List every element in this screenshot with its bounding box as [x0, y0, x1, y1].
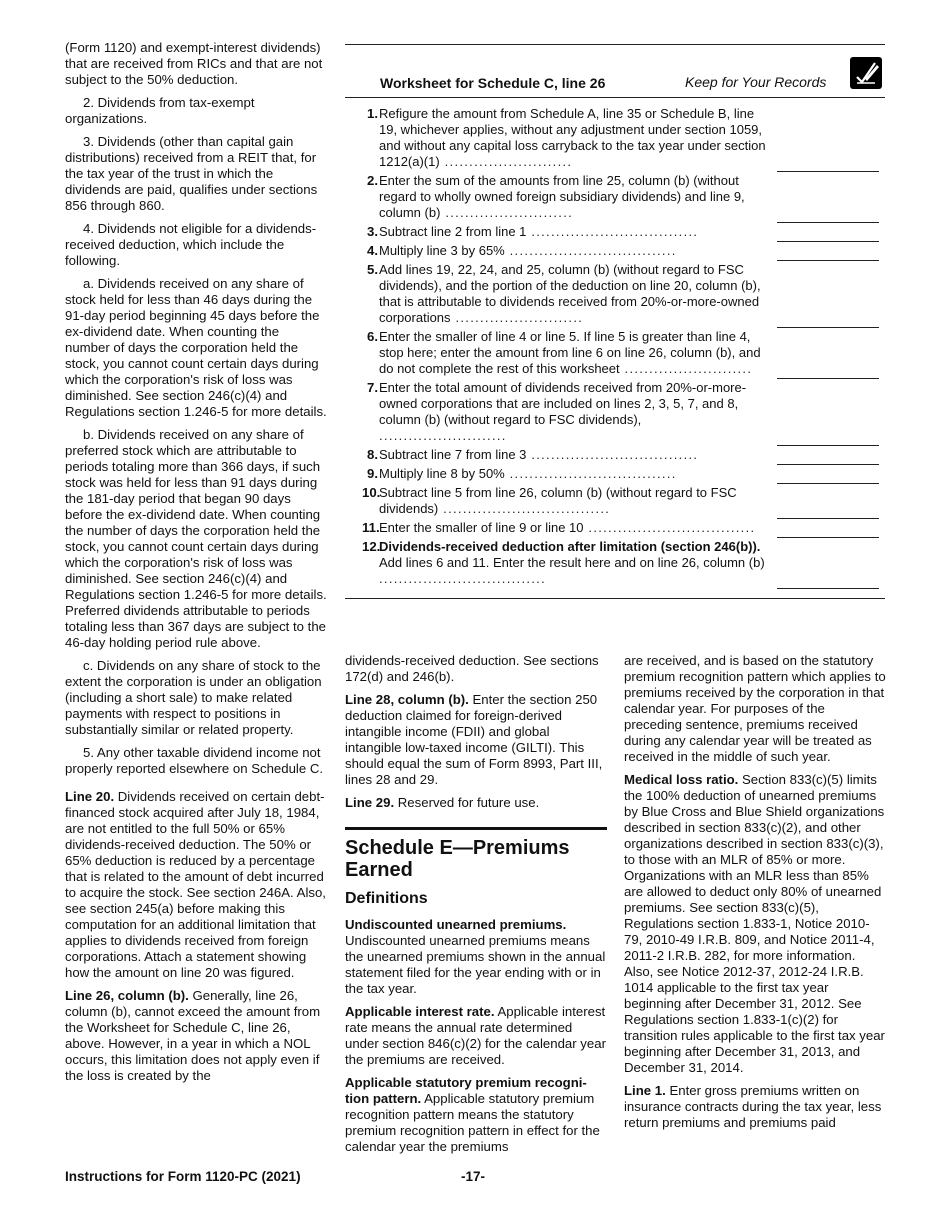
worksheet-answer-line[interactable] [777, 240, 879, 242]
worksheet-line-body: Multiply line 3 by 65% [379, 243, 505, 258]
leader-dots: .................................. [438, 501, 611, 516]
worksheet-line-number: 5. [367, 262, 378, 277]
worksheet-line-number: 10. [362, 485, 381, 500]
leader-dots: .......................... [440, 205, 574, 220]
paragraph-lead: Applicable interest rate. [345, 1004, 495, 1019]
paragraph: b. Dividends received on any share of preferred stock which are attributable to periods totaling more than 366 days, if such stock was held for less than 91 days during the 181-day period that began 90 days before the ex-dividend date. When counting the number of days the corporation held the stock, you cannot count certain days during which the corporation's risk of loss was diminished. See section 246(c)(4) and Regulations section 1.246-5 for more details. Preferred dividends attributable to periods totaling less than 367 days are subject to the 46-day holding period rule above. [65, 427, 327, 650]
left-column [65, 40, 327, 1091]
worksheet-line-text [379, 539, 773, 587]
worksheet-line-number: 6. [367, 329, 378, 344]
paragraph-line-26 [65, 988, 327, 1084]
paragraph-line-1 [624, 1083, 886, 1131]
definition-undiscounted [345, 917, 607, 997]
subsection-title: Definitions [345, 890, 428, 907]
worksheet-line-number: 3. [367, 224, 378, 239]
worksheet-line-number: 8. [367, 447, 378, 462]
worksheet-line-body: Multiply line 8 by 50% [379, 466, 505, 481]
worksheet-line-body: Enter the sum of the amounts from line 25, column (b) (without regard to wholly owned foreign subsidiary dividends) and line 9, column (b) [379, 173, 745, 220]
worksheet-line [345, 520, 885, 536]
paragraph-lead: Line 1. [624, 1083, 666, 1098]
worksheet-line-text [379, 224, 773, 240]
middle-column [345, 653, 607, 1162]
worksheet-line-text [379, 380, 773, 444]
leader-dots: .................................. [583, 520, 756, 535]
paragraph: (Form 1120) and exempt-interest dividends) that are received from RICs and that are not subject to the 50% deduction. [65, 40, 323, 87]
paragraph-text: Enter the section 250 deduction claimed for foreign-derived intangible income (FDII) and global intangible low-taxed income (GILTI). This should equal the sum of Form 8993, Part III, lines 28 and 29. [345, 692, 603, 787]
worksheet-line-body: Subtract line 7 from line 3 [379, 447, 527, 462]
footer-form-title: Instructions for Form 1120-PC (2021) [65, 1169, 301, 1184]
worksheet-answer-line[interactable] [777, 259, 879, 261]
paragraph: 3. Dividends (other than capital gain distributions) received from a REIT that, for the tax year of the trust in which the dividends are paid, qualifies under sections 856 through 860. [65, 134, 318, 213]
worksheet-line [345, 173, 885, 221]
worksheet-line [345, 224, 885, 240]
paragraph-lead: Applicable statutory premium recogni-tion pattern. [345, 1075, 587, 1106]
worksheet-line [345, 447, 885, 463]
worksheet-line-text [379, 173, 773, 221]
paragraph: are received, and is based on the statutory premium recognition pattern which applies to premiums received by the corporation in that calendar year. For purposes of the preceding sentence, premiums received during any calendar year will be treated as received in the middle of such year. [624, 653, 886, 764]
paragraph: c. Dividends on any share of stock to the extent the corporation is under an obligation (including a short sale) to make related payments with respect to positions in substantially similar or related property. [65, 658, 322, 737]
worksheet-title: Worksheet for Schedule C, line 26 [380, 75, 606, 91]
worksheet-header [345, 45, 885, 98]
paragraph: dividends-received deduction. See sections 172(d) and 246(b). [345, 653, 599, 684]
worksheet-line [345, 485, 885, 517]
worksheet-line-text [379, 520, 773, 536]
paragraph-line-20 [65, 789, 327, 981]
worksheet-line-number: 1. [367, 106, 378, 121]
paragraph-lead: Undiscounted unearned premiums. [345, 917, 567, 932]
paragraph-line-29 [345, 795, 607, 811]
leader-dots: .......................... [450, 310, 584, 325]
paragraph-text: Enter gross premiums written on insurance contracts during the tax year, less return premiums and premiums paid [624, 1083, 882, 1130]
paragraph-text: Section 833(c)(5) limits the 100% deduction of unearned premiums by Blue Cross and Blue Shield organizations described in section 833(c)(2), and other organizations described in section 833(c)(3), to those with an MLR of 85% or more. Organizations with an MLR less than 85% are allowed to deduct only 80% of unearned premiums. See section 833(c)(5), Regulations section 1.833-1, Notice 2010-79, 2010-49 I.R.B. 809, and Notice 2011-4, 2011-2 I.R.B. 282, for more information. Also, see Notice 2012-37, 2012-24 I.R.B. 1014 applicable to the first tax year beginning after December 31, 2012. See Regulations section 1.833-1(c)(2) for transition rules applicable to the first tax year beginning after December 31, 2013, and December 31, 2014. [624, 772, 885, 1075]
worksheet [345, 44, 885, 599]
worksheet-answer-line[interactable] [777, 482, 879, 484]
worksheet-answer-line[interactable] [777, 536, 879, 538]
worksheet-line [345, 262, 885, 326]
worksheet-line-number: 11. [362, 520, 380, 535]
paragraph: 4. Dividends not eligible for a dividends-received deduction, which include the following. [65, 221, 317, 268]
worksheet-line-number: 7. [367, 380, 378, 395]
paragraph: 5. Any other taxable dividend income not properly reported elsewhere on Schedule C. [65, 745, 324, 776]
pen-check-icon [850, 57, 882, 89]
worksheet-line-text [379, 466, 773, 482]
paragraph-lead: Medical loss ratio. [624, 772, 739, 787]
leader-dots: .................................. [504, 243, 677, 258]
worksheet-line [345, 380, 885, 444]
definition-interest-rate [345, 1004, 607, 1068]
paragraph-medical-loss-ratio [624, 772, 886, 1076]
worksheet-answer-line[interactable] [777, 463, 879, 465]
worksheet-answer-line[interactable] [777, 517, 879, 519]
paragraph-text: Undiscounted unearned premiums means the unearned premiums shown in the annual statement filed for the year ending with or in the tax year. [345, 933, 606, 996]
worksheet-line-text [379, 329, 773, 377]
paragraph-lead: Line 29. [345, 795, 395, 810]
worksheet-line-body: Add lines 19, 22, 24, and 25, column (b) (without regard to FSC dividends), and the portion of the deduction on line 20, column (b), that is attributable to dividends received from 20%-or-more-owned corporations [379, 262, 761, 325]
paragraph-lead: Line 26, column (b). [65, 988, 189, 1003]
worksheet-line-text [379, 243, 773, 259]
worksheet-line-body: Add lines 6 and 11. Enter the result here and on line 26, column (b) [379, 555, 765, 570]
paragraph-line-28 [345, 692, 607, 788]
paragraph-text: Applicable interest rate means the annual rate determined under section 846(c)(2) for the calendar year the premiums are received. [345, 1004, 606, 1067]
worksheet-line-body: Enter the total amount of dividends received from 20%-or-more-owned corporations that are included on lines 2, 3, 5, 7, and 8, column (b) (without regard to FSC dividends), [379, 380, 747, 427]
leader-dots: .......................... [439, 154, 573, 169]
worksheet-answer-line[interactable] [777, 221, 879, 223]
worksheet-answer-line[interactable] [777, 587, 879, 589]
paragraph-lead: Line 20. [65, 789, 115, 804]
leader-dots: .................................. [526, 447, 699, 462]
worksheet-answer-line[interactable] [777, 170, 879, 172]
leader-dots: .......................... [619, 361, 753, 376]
paragraph-text: Generally, line 26, column (b), cannot exceed the amount from the Worksheet for Schedule C, line 26, above. However, in a year in which a NOL occurs, this limitation does not apply even if the loss is created by the [65, 988, 321, 1083]
worksheet-line-text [379, 485, 773, 517]
paragraph-text: Applicable statutory premium recognition pattern means the statutory premium recognition pattern in effect for the calendar year the premiums [345, 1091, 600, 1154]
worksheet-line-number: 2. [367, 173, 378, 188]
worksheet-line-number: 9. [367, 466, 378, 481]
worksheet-line-number: 12. [362, 539, 381, 554]
worksheet-answer-line[interactable] [777, 444, 879, 446]
worksheet-line-body: Refigure the amount from Schedule A, line 35 or Schedule B, line 19, whichever applies, without any adjustment under section 1059, and without any capital loss carryback to the tax year under section 1212(a)(1) [379, 106, 766, 169]
worksheet-line [345, 539, 885, 587]
worksheet-line [345, 466, 885, 482]
section-title: Schedule E—Premiums Earned [345, 837, 570, 881]
worksheet-line-text [379, 106, 773, 170]
leader-dots: .................................. [379, 571, 547, 586]
paragraph-lead: Line 28, column (b). [345, 692, 469, 707]
worksheet-line [345, 106, 885, 170]
worksheet-lines [345, 98, 885, 599]
leader-dots: .................................. [504, 466, 677, 481]
worksheet-answer-line[interactable] [777, 377, 879, 379]
worksheet-line-body: Subtract line 2 from line 1 [379, 224, 527, 239]
leader-dots: .................................. [526, 224, 699, 239]
right-column [624, 653, 886, 1138]
worksheet-line-number: 4. [367, 243, 378, 258]
paragraph-text: Reserved for future use. [397, 795, 540, 810]
leader-dots: .......................... [379, 428, 507, 443]
keep-for-records: Keep for Your Records [685, 74, 827, 90]
worksheet-answer-line[interactable] [777, 326, 879, 328]
worksheet-line-text [379, 262, 773, 326]
page-number: -17- [461, 1169, 486, 1184]
paragraph: a. Dividends received on any share of stock held for less than 46 days during the 91-day period beginning 45 days before the ex-dividend date. When counting the number of days the corporation held the stock, you cannot count certain days during which the corporation's risk of loss was diminished. See section 246(c)(4) and Regulations section 1.246-5 for more details. [65, 276, 327, 419]
worksheet-line-text [379, 447, 773, 463]
worksheet-line-body: Enter the smaller of line 9 or line 10 [379, 520, 584, 535]
paragraph: 2. Dividends from tax-exempt organizations. [65, 95, 255, 126]
definition-recognition-pattern [345, 1075, 607, 1155]
worksheet-line-body: Enter the smaller of line 4 or line 5. If line 5 is greater than line 4, stop here; enter the amount from line 6 on line 26, column (b), and do not complete the rest of this worksheet [379, 329, 761, 376]
paragraph-text: Dividends received on certain debt-financed stock acquired after July 18, 1984, are not entitled to the full 50% or 65% dividends-received deduction. The 50% or 65% deduction is reduced by a percentage that is related to the amount of debt incurred to acquire the stock. See section 246A. Also, see section 245(a) before making this computation for an additional limitation that applies to dividends received from foreign corporations. Attach a statement showing how the amount on line 20 was figured. [65, 789, 326, 980]
worksheet-line [345, 243, 885, 259]
worksheet-line-bold: Dividends-received deduction after limitation (section 246(b)). [379, 539, 761, 554]
section-rule [345, 827, 607, 830]
worksheet-line [345, 329, 885, 377]
worksheet-line-body: Subtract line 5 from line 26, column (b) (without regard to FSC dividends) [379, 485, 737, 516]
